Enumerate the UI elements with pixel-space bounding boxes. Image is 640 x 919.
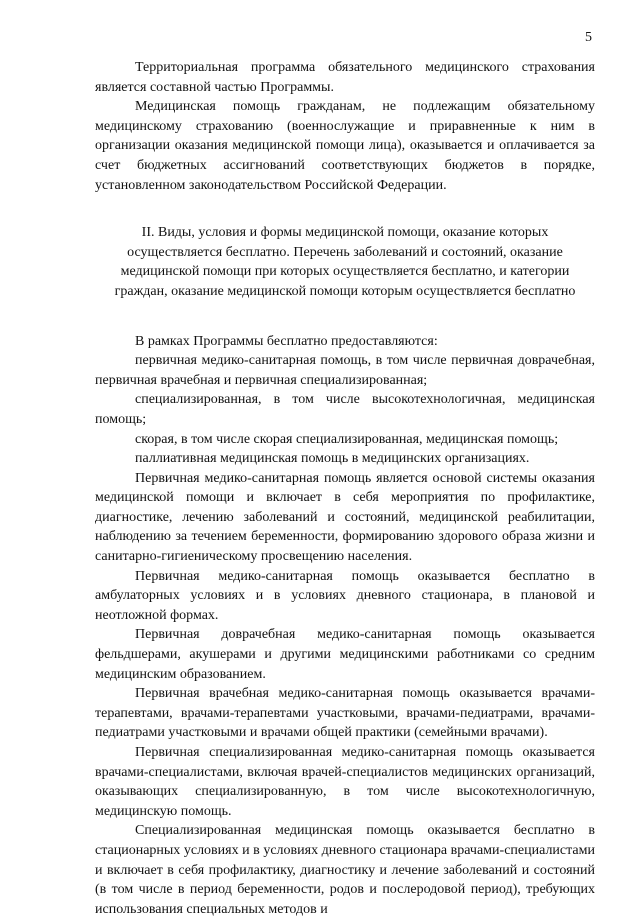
section-heading-text: II. Виды, условия и формы медицинской помощи, оказание которых осуществляется бесплатно. Перечень заболеваний и состояний, оказание медицинской помощи при которых осуществляется бесплатно, и категории граждан, оказание медицинской помощи которым осуществляется бесплатно — [114, 225, 576, 299]
page-number: 5 — [585, 30, 592, 45]
section-heading — [95, 223, 595, 301]
paragraph-primary-care-conditions: Первичная медико-санитарная помощь оказывается бесплатно в амбулаторных условиях и в условиях дневного стационара, в плановой и неотложной формах. — [95, 568, 595, 623]
paragraph-specialist-care: Первичная специализированная медико-санитарная помощь оказывается врачами-специалистами, включая врачей-специалистов медицинских организаций, оказывающих специализированную, в том числе высокотехнологичную, медицинскую помощь. — [95, 745, 595, 819]
paragraph-non-insured-care: Медицинская помощь гражданам, не подлежащим обязательному медицинскому страхованию (военнослужащие и приравненные к ним в организации оказания медицинской помощи лица), оказывается и оплачивается за счет бюджетных ассигнований соответствующих бюджетов в порядке, установленном законодательством Российской Федерации. — [95, 99, 595, 193]
paragraph-territorial-program: Территориальная программа обязательного медицинского страхования является составной частью Программы. — [95, 60, 595, 95]
list-item-primary-care: первичная медико-санитарная помощь, в том числе первичная доврачебная, первичная врачебная и первичная специализированная; — [95, 353, 595, 388]
document-body — [95, 58, 595, 919]
list-item-palliative-care: паллиативная медицинская помощь в медицинских организациях. — [135, 451, 530, 467]
paragraph-program-intro: В рамках Программы бесплатно предоставляются: — [135, 333, 438, 349]
paragraph-primary-care-basis: Первичная медико-санитарная помощь является основой системы оказания медицинской помощи и включает в себя мероприятия по профилактике, диагностике, лечению заболеваний и состояний, медицинской реабилитации, наблюдению за течением беременности, формированию здорового образа жизни и санитарно-гигиеническому просвещению населения. — [95, 470, 595, 565]
list-item-emergency-care: скорая, в том числе скорая специализированная, медицинская помощь; — [135, 431, 559, 447]
list-item-specialized-care: специализированная, в том числе высокотехнологичная, медицинская помощь; — [95, 392, 595, 427]
paragraph-pre-medical-care: Первичная доврачебная медико-санитарная помощь оказывается фельдшерами, акушерами и другими медицинскими работниками со средним медицинским образованием. — [95, 627, 595, 682]
paragraph-inpatient-specialized-care: Специализированная медицинская помощь оказывается бесплатно в стационарных условиях и в условиях дневного стационара врачами-специалистами и включает в себя профилактику, диагностику и лечение заболеваний и состояний (в том числе в период беременности, родов и послеродовой период), требующих использования специальных методов и — [95, 823, 595, 917]
paragraph-physician-care: Первичная врачебная медико-санитарная помощь оказывается врачами-терапевтами, врачами-терапевтами участковыми, врачами-педиатрами, врачами-педиатрами участковыми и врачами общей практики (семейными врачами). — [95, 686, 595, 741]
